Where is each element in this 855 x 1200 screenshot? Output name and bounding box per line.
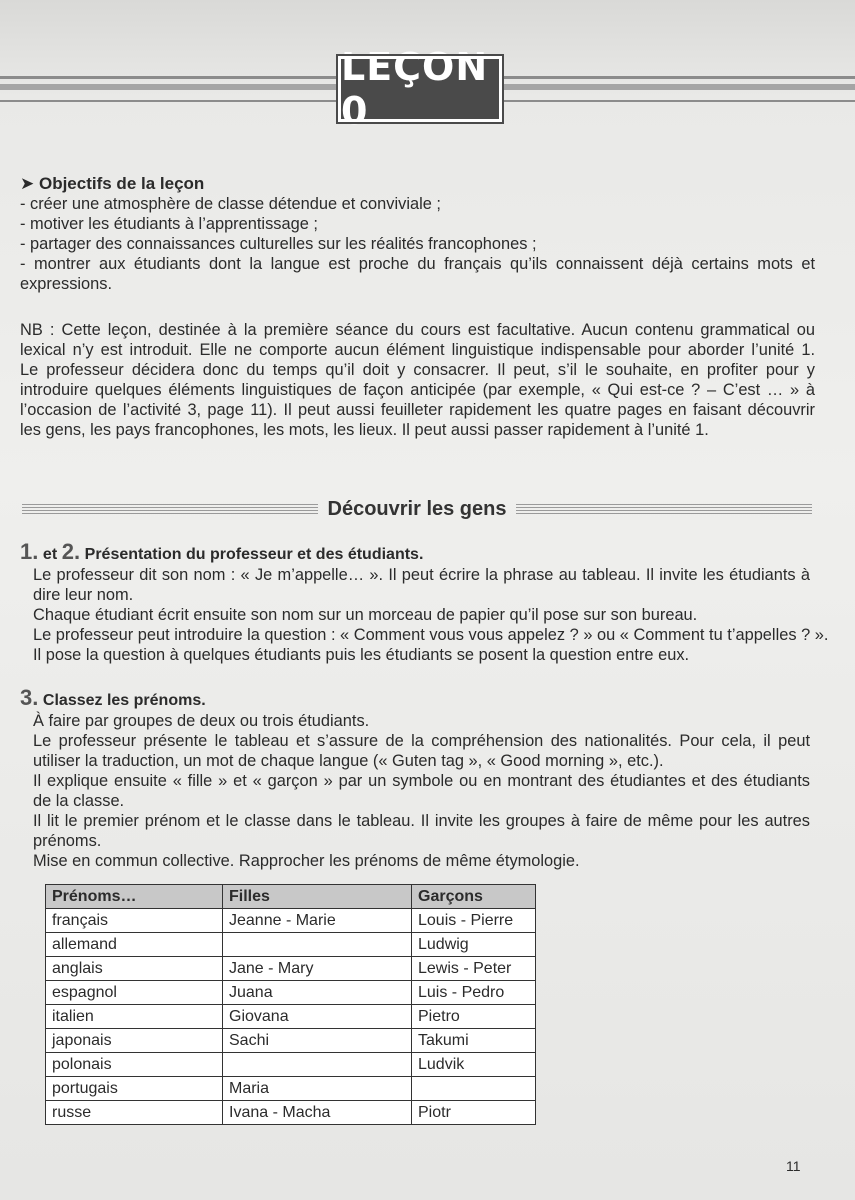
table-cell: Ivana - Macha xyxy=(223,1101,412,1125)
activity-line: Mise en commun collective. Rapprocher les prénoms de même étymologie. xyxy=(33,852,580,870)
table-cell: Pietro xyxy=(412,1005,536,1029)
table-cell: Ludvik xyxy=(412,1053,536,1077)
nb-line: lexical n’y est introduit. Elle ne comporte aucun élément linguistique indispensable pour aborder l’unité 1. xyxy=(20,341,815,359)
activity-number: 2. xyxy=(61,539,81,564)
table-row xyxy=(46,1029,536,1053)
column-header: Prénoms… xyxy=(46,885,223,909)
table-cell xyxy=(223,933,412,957)
table-cell: portugais xyxy=(46,1077,223,1101)
activity-3 xyxy=(20,685,820,871)
table-cell: Maria xyxy=(223,1077,412,1101)
activity-title: Classez les prénoms. xyxy=(42,692,206,709)
table-cell: espagnol xyxy=(46,981,223,1005)
section-rule-left xyxy=(22,504,318,514)
nb-line: l’occasion de l’activité 3, page 11). Il peut aussi feuilleter rapidement les quatre pages en faisant découvrir xyxy=(20,401,815,419)
activity-line: Le professeur dit son nom : « Je m’appelle… ». Il peut écrire la phrase au tableau. Il invite les étudiants à xyxy=(33,566,810,584)
table-cell: japonais xyxy=(46,1029,223,1053)
activity-line: prénoms. xyxy=(33,832,102,850)
activity-number: 3. xyxy=(20,685,39,710)
nb-line: les gens, les pays francophones, les mots, les lieux. Il peut aussi passer rapidement à l’unité 1. xyxy=(20,421,709,439)
table-row xyxy=(46,981,536,1005)
activity-title: Présentation du professeur et des étudiants. xyxy=(84,546,424,563)
table-cell xyxy=(223,1053,412,1077)
nb-line: Le professeur décidera donc du temps qu’il doit y consacrer. Il peut, s’il le souhaite, en profiter pour y xyxy=(20,361,815,379)
table-cell: Juana xyxy=(223,981,412,1005)
table-cell: Louis - Pierre xyxy=(412,909,536,933)
nb-line: NB : Cette leçon, destinée à la première séance du cours est facultative. Aucun contenu grammatical ou xyxy=(20,321,815,339)
table-cell: Takumi xyxy=(412,1029,536,1053)
table-header-row xyxy=(46,885,536,909)
table-row xyxy=(46,933,536,957)
table-cell: Sachi xyxy=(223,1029,412,1053)
activity-line: dire leur nom. xyxy=(33,586,134,604)
activity-line: À faire par groupes de deux ou trois étudiants. xyxy=(33,712,370,730)
table-cell: Jane - Mary xyxy=(223,957,412,981)
table-cell: français xyxy=(46,909,223,933)
activity-1-2 xyxy=(20,539,829,665)
table-row xyxy=(46,1005,536,1029)
activity-line: Le professeur peut introduire la question : « Comment vous vous appelez ? » ou « Comment tu t’appelles ? ». xyxy=(33,626,829,644)
table-row xyxy=(46,1077,536,1101)
table-row xyxy=(46,957,536,981)
section-heading xyxy=(22,495,812,523)
section-rule-right xyxy=(516,504,812,514)
objectives-section xyxy=(20,174,820,294)
activity-1-2-heading xyxy=(20,539,820,565)
column-header: Filles xyxy=(223,885,412,909)
table-cell: Luis - Pedro xyxy=(412,981,536,1005)
table-row xyxy=(46,1053,536,1077)
table-cell: Lewis - Peter xyxy=(412,957,536,981)
table-cell: allemand xyxy=(46,933,223,957)
section-title: Découvrir les gens xyxy=(327,497,507,520)
activity-line: utiliser la traduction, un mot de chaque langue (« Guten tag », « Good morning », etc.). xyxy=(33,752,664,770)
table-cell: Piotr xyxy=(412,1101,536,1125)
objectives-heading: ➤ Objectifs de la leçon xyxy=(20,174,205,193)
table-cell: Jeanne - Marie xyxy=(223,909,412,933)
objective-item: - partager des connaissances culturelles sur les réalités francophones ; xyxy=(20,235,537,253)
nb-paragraph xyxy=(20,320,820,440)
objective-item: - montrer aux étudiants dont la langue est proche du français qu’ils connaissent déjà certains mots et xyxy=(20,255,815,273)
names-table xyxy=(45,884,536,1125)
activity-line: Le professeur présente le tableau et s’assure de la compréhension des nationalités. Pour cela, il peut xyxy=(33,732,810,750)
activity-line: Chaque étudiant écrit ensuite son nom sur un morceau de papier qu’il pose sur son bureau. xyxy=(33,606,698,624)
activity-and: et xyxy=(42,546,58,563)
table-cell xyxy=(412,1077,536,1101)
lesson-title-box xyxy=(338,45,502,133)
table-cell: Ludwig xyxy=(412,933,536,957)
activity-number: 1. xyxy=(20,539,39,564)
lesson-title: LEÇON 0 xyxy=(341,45,489,133)
activity-line: Il lit le premier prénom et le classe dans le tableau. Il invite les groupes à faire de même pour les autres xyxy=(33,812,810,830)
activity-line: Il explique ensuite « fille » et « garçon » par un symbole ou en montrant des étudiantes et des étudiants xyxy=(33,772,810,790)
objective-item: - créer une atmosphère de classe détendue et conviviale ; xyxy=(20,195,441,213)
column-header: Garçons xyxy=(412,885,536,909)
table-row xyxy=(46,1101,536,1125)
activity-3-heading xyxy=(20,685,820,711)
table-cell: polonais xyxy=(46,1053,223,1077)
table-cell: russe xyxy=(46,1101,223,1125)
activity-line: de la classe. xyxy=(33,792,125,810)
table-cell: italien xyxy=(46,1005,223,1029)
objective-item: expressions. xyxy=(20,275,113,293)
table-cell: anglais xyxy=(46,957,223,981)
activity-line: Il pose la question à quelques étudiants puis les étudiants se posent la question entre eux. xyxy=(33,646,690,664)
table-row xyxy=(46,909,536,933)
objective-item: - motiver les étudiants à l’apprentissage ; xyxy=(20,215,318,233)
table-cell: Giovana xyxy=(223,1005,412,1029)
page-number: 11 xyxy=(786,1158,801,1174)
nb-line: introduire quelques éléments linguistiques de façon anticipée (par exemple, « Qui est-ce ? – C’est … » à xyxy=(20,381,815,399)
